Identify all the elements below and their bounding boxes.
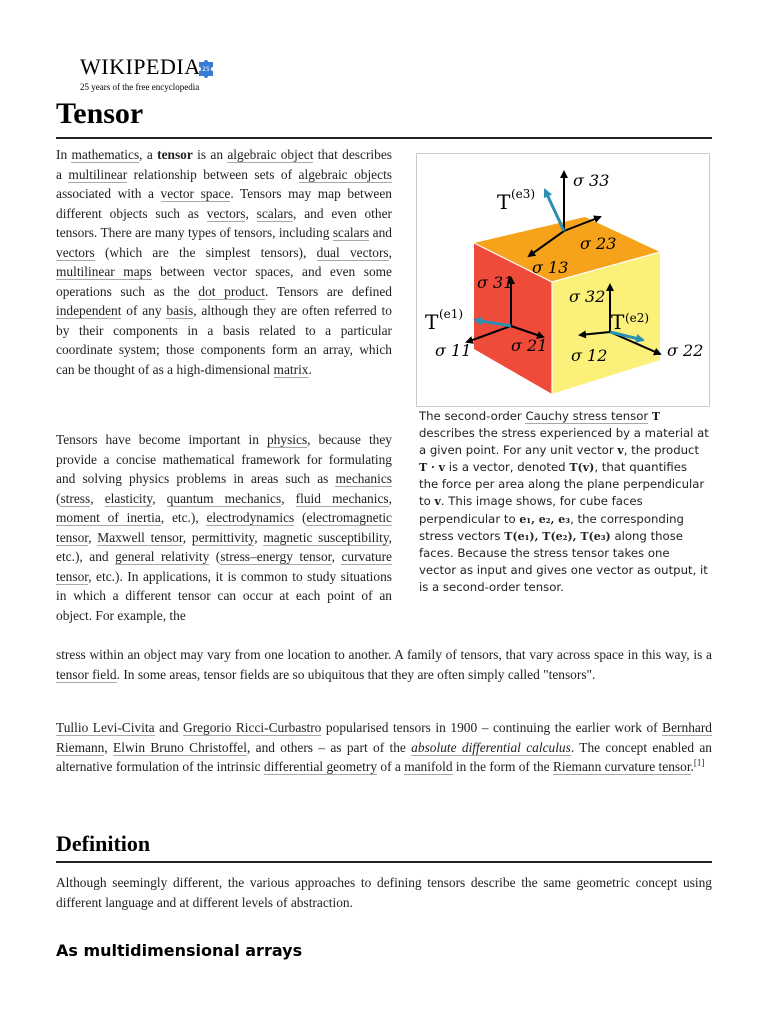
figure-caption: The second-order Cauchy stress tensor T describes the stress experienced by a material at a given point. For any unit vector v, the product T · v is a vector, denoted T(v), that quantifies the force per area along the plane perpendicular to v. This image shows, for cube faces perpendicular to e₁, e₂, e₃, the corresponding stress vectors T(e₁), T(e₂), T(e₃) along those faces. Because the stress tensor takes one vector as input and gives one vector as output, it is a second-order tensor. (419, 409, 709, 594)
label-sigma-23: σ 23 (580, 234, 617, 253)
article-link[interactable]: vectors (206, 205, 246, 221)
intro-paragraph-1: In mathematics, a tensor is an algebraic object that describes a multilinear relationship between sets of algebraic objects associated with a vector space. Tensors may map between different objects such as vectors, scalars, and even other tensors. There are many types of tensors, including scalars and vectors (which are the simplest tensors), dual vectors, multilinear maps between vector spaces, and even some operations such as the dot product. Tensors are defined independent of any basis, although they are often referred to by their components in a basis related to a particular coordinate system; those components form an array, which can be thought of as a high-dimensional matrix. (56, 147, 393, 377)
article-link[interactable]: Riemann curvature tensor (552, 759, 691, 774)
article-link[interactable]: stress–energy tensor (220, 549, 332, 564)
title-underline (56, 137, 712, 139)
wikipedia-wordmark: WIKIPEDIA (80, 54, 201, 79)
globe-badge: 25 (202, 66, 210, 73)
label-traction-e2-T: T (611, 310, 625, 334)
article-link[interactable]: algebraic objects (298, 166, 392, 182)
article-link[interactable]: quantum mechanics (166, 490, 282, 506)
bold-term: e₁, e₂, e₃ (519, 512, 571, 526)
label-sigma-32: σ 32 (569, 287, 606, 306)
article-link[interactable]: dot product (198, 283, 266, 299)
article-link[interactable]: multilinear maps (56, 264, 152, 279)
bold-term: T · v (419, 461, 446, 475)
intro-paragraph-2-continued: stress within an object may vary from one location to another. A family of tensors, that vary across space in this way, is a tensor field. In some areas, tensor fields are so ubiquitous that they are often simply called "tensors". (56, 647, 712, 682)
article-link[interactable]: vectors (56, 244, 95, 260)
article-link[interactable]: electromagnetic tensor (56, 510, 392, 545)
label-traction-e3-sub: (e3) (511, 187, 536, 201)
article-link[interactable]: scalars (332, 225, 370, 240)
article-link[interactable]: mechanics (335, 471, 392, 486)
section-heading-definition: Definition (56, 831, 151, 856)
article-link[interactable]: vector space (160, 186, 231, 201)
label-traction-e2-sub: (e2) (625, 311, 650, 325)
article-link[interactable]: scalars (256, 205, 294, 221)
bold-term: tensor (157, 147, 193, 162)
article-link[interactable]: magnetic susceptibility (263, 529, 389, 545)
label-sigma-11: σ 11 (435, 341, 472, 360)
stress-cube-diagram (417, 154, 709, 406)
article-link[interactable]: physics (266, 432, 308, 447)
article-link[interactable]: independent (56, 303, 122, 318)
subsection-heading-arrays: As multidimensional arrays (56, 941, 303, 960)
article-link[interactable]: permittivity (191, 529, 255, 545)
article-link[interactable]: differential geometry (263, 759, 378, 774)
article-link[interactable]: mathematics (71, 147, 140, 162)
intro-paragraph-2: Tensors have become important in physics, because they provide a concise mathematical framework for formulating and solving physics problems in areas such as mechanics (stress, elasticity, quantum mechanics, fluid mechanics, moment of inertia, etc.), electrodynamics (electromagnetic tensor, Maxwell tensor, permittivity, magnetic susceptibility, etc.), and general relativity (stress–energy tensor, curvature tensor, etc.). In applications, it is common to study situations in which a different tensor can occur at each point of an object. For example, the (56, 432, 393, 623)
bold-term: v (434, 495, 441, 509)
wikipedia-logo[interactable] (80, 54, 240, 94)
article-link[interactable]: Maxwell tensor (97, 529, 183, 545)
article-link[interactable]: Bernhard Riemann (56, 720, 712, 755)
article-link[interactable]: absolute differential calculus (411, 739, 571, 755)
bold-term: v (617, 444, 624, 458)
article-link[interactable]: electrodynamics (206, 510, 295, 525)
label-traction-e3-T: T (497, 190, 511, 214)
label-sigma-21: σ 21 (511, 336, 548, 355)
article-link[interactable]: stress (60, 490, 91, 506)
article-link[interactable]: elasticity (104, 490, 153, 506)
article-link[interactable]: Tullio Levi-Civita (56, 720, 155, 735)
article-link[interactable]: Elwin Bruno Christoffel (113, 739, 247, 755)
article-link[interactable]: basis (166, 303, 194, 318)
bold-term: T(e₁), T(e₂), T(e₃) (504, 529, 611, 543)
definition-paragraph: Although seemingly different, the various approaches to defining tensors describe the same geometric concept using different language and at different levels of abstraction. (56, 875, 712, 910)
article-link[interactable]: fluid mechanics (295, 490, 389, 506)
label-traction-e1-T: T (425, 310, 439, 334)
label-sigma-13: σ 13 (532, 258, 569, 277)
article-link[interactable]: manifold (404, 759, 453, 774)
article-link[interactable]: algebraic object (227, 147, 314, 162)
intro-paragraph-3: Tullio Levi-Civita and Gregorio Ricci-Curbastro popularised tensors in 1900 – continuing the earlier work of Bernhard Riemann, Elwin Bruno Christoffel, and others – as part of the absolute differential calculus. The concept enabled an alternative formulation of the intrinsic differential geometry of a manifold in the form of the Riemann curvature tensor.[1] (56, 720, 712, 774)
bold-term: T (651, 410, 661, 423)
label-sigma-12: σ 12 (571, 346, 608, 365)
wikipedia-tagline: 25 years of the free encyclopedia (80, 82, 200, 92)
article-link[interactable]: general relativity (115, 549, 210, 564)
puzzle-globe-icon (196, 58, 216, 78)
page-title: Tensor (56, 97, 144, 130)
stress-tensor-figure[interactable] (416, 153, 710, 407)
label-sigma-22: σ 22 (667, 341, 704, 360)
article-link[interactable]: curvature tensor (56, 549, 392, 584)
article-link[interactable]: multilinear (68, 166, 128, 182)
article-link[interactable]: moment of inertia (56, 510, 161, 525)
label-sigma-33: σ 33 (573, 171, 610, 190)
bold-term: T(v) (569, 461, 595, 475)
article-link[interactable]: matrix (273, 361, 309, 377)
article-link[interactable]: tensor field (56, 666, 117, 682)
article-link[interactable]: Cauchy stress tensor (525, 409, 649, 423)
label-sigma-31: σ 31 (477, 273, 514, 292)
article-link[interactable]: Gregorio Ricci-Curbastro (182, 720, 322, 735)
section-underline (56, 861, 712, 863)
article-link[interactable]: dual vectors (316, 244, 389, 260)
reference-link[interactable]: [1] (693, 757, 705, 768)
label-traction-e1-sub: (e1) (439, 307, 464, 321)
